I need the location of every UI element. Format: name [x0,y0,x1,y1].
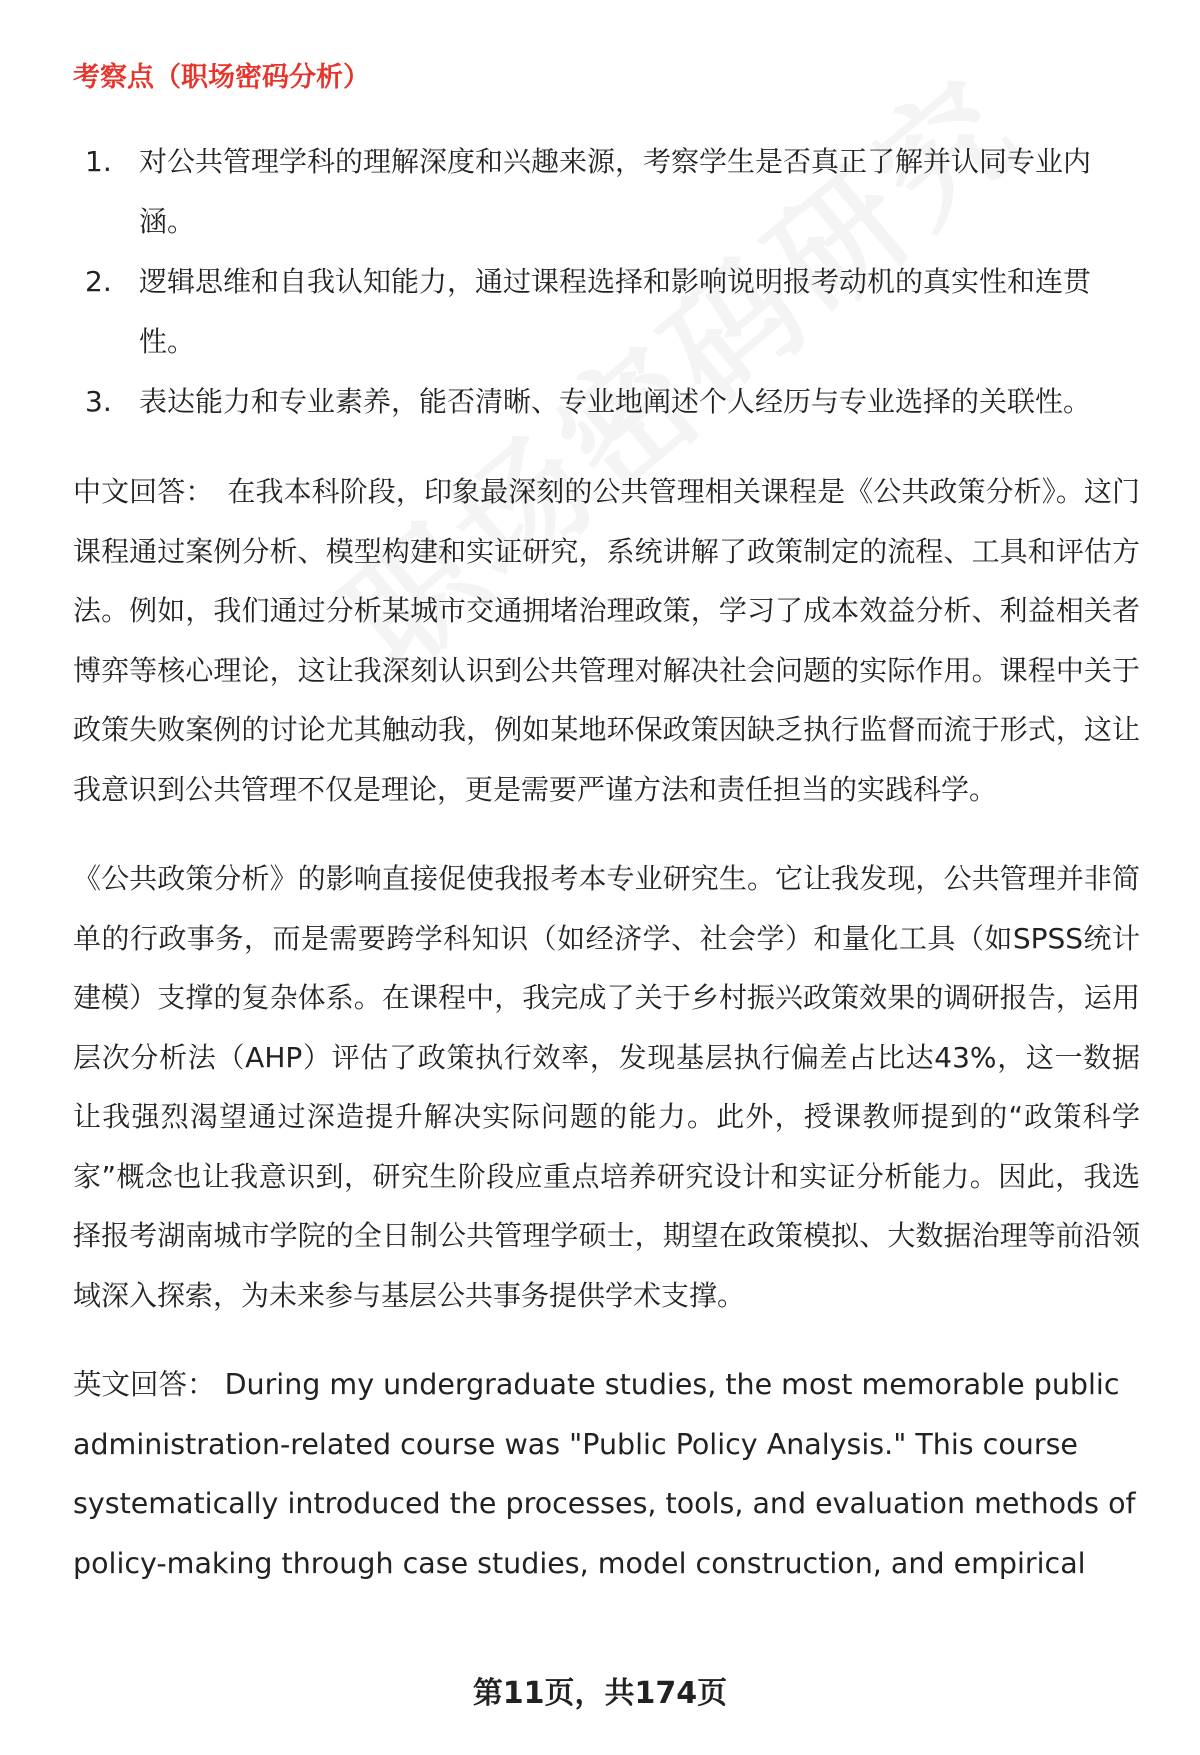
chinese-answer-paragraph-2: 《公共政策分析》的影响直接促使我报考本专业研究生。它让我发现，公共管理并非简单的行政事务，而是需要跨学科知识（如经济学、社会学）和量化工具（如SPSS统计建模）支撑的复杂体系。在课程中，我完成了关于乡村振兴政策效果的调研报告，运用层次分析法（AHP）评估了政策执行效率，发现基层执行偏差占比达43%，这一数据让我强烈渴望通过深造提升解决实际问题的能力。此外，授课教师提到的“政策科学家”概念也让我意识到，研究生阶段应重点培养研究设计和实证分析能力。因此，我选择报考湖南城市学院的全日制公共管理学硕士，期望在政策模拟、大数据治理等前沿领域深入探索，为未来参与基层公共事务提供学术支撑。 [73,862,1140,1312]
english-answer-label: 英文回答： [73,1368,216,1401]
point-text: 对公共管理学科的理解深度和兴趣来源，考察学生是否真正了解并认同专业内涵。 [139,145,1092,238]
section-title: 考察点（职场密码分析） [73,62,370,93]
assessment-point [73,132,1140,252]
assessment-point [73,372,1140,432]
assessment-points-list [73,132,1140,432]
english-answer-text: During my undergraduate studies, the most memorable public administration-related course was "Public Policy Analysis." This course systematically introduced the processes, tools, and evaluation methods of policy-making through case studies, model construction, and empirical [73,1368,1136,1580]
chinese-answer-text-1: 在我本科阶段，印象最深刻的公共管理相关课程是《公共政策分析》。这门课程通过案例分析、模型构建和实证研究，系统讲解了政策制定的流程、工具和评估方法。例如，我们通过分析某城市交通拥堵治理政策，学习了成本效益分析、利益相关者博弈等核心理论，这让我深刻认识到公共管理对解决社会问题的实际作用。课程中关于政策失败案例的讨论尤其触动我，例如某地环保政策因缺乏执行监督而流于形式，这让我意识到公共管理不仅是理论，更是需要严谨方法和责任担当的实践科学。 [73,475,1140,806]
point-number: 3. [85,385,112,418]
point-number: 1. [85,145,112,178]
assessment-point [73,252,1140,372]
point-text: 表达能力和专业素养，能否清晰、专业地阐述个人经历与专业选择的关联性。 [139,385,1092,418]
point-number: 2. [85,265,112,298]
english-answer-paragraph [73,1355,1140,1593]
point-text: 逻辑思维和自我认知能力，通过课程选择和影响说明报考动机的真实性和连贯性。 [139,265,1092,358]
page-footer: 第11页，共174页 [472,1676,728,1711]
chinese-answer-label: 中文回答： [73,475,214,508]
chinese-answer-paragraph-1 [73,462,1140,819]
